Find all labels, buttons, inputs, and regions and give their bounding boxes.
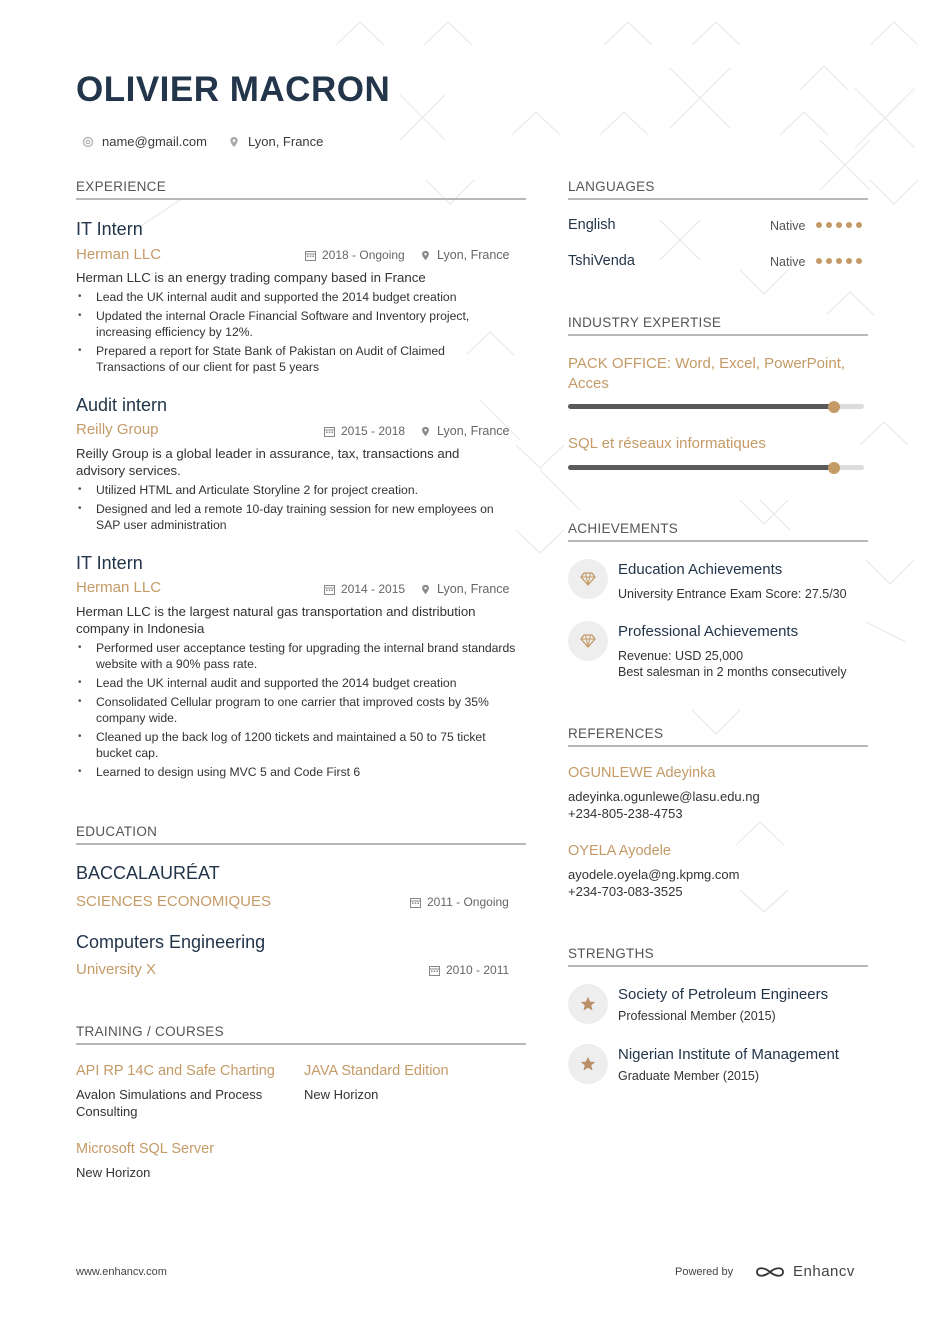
company-name: Herman LLC (76, 579, 162, 596)
achievement-title: Education Achievements (618, 561, 783, 578)
expertise-divider (568, 334, 868, 336)
location-text: Lyon, France (437, 424, 510, 438)
course-provider: New Horizon (76, 1165, 151, 1180)
job-location (420, 248, 510, 262)
enhancv-logo-icon (754, 1264, 786, 1280)
language-name: English (568, 217, 616, 233)
contact-location (228, 134, 323, 149)
rating-dot (836, 222, 842, 228)
education-dates (410, 895, 509, 909)
education-dates (429, 963, 509, 977)
brand-name: Enhancv (793, 1263, 855, 1280)
achievement-detail: Best salesman in 2 months consecutively (618, 665, 847, 679)
training-section-title: TRAINING / COURSES (76, 1024, 224, 1039)
expertise-level-knob (828, 462, 840, 474)
job-dates (324, 424, 405, 438)
expertise-name: SQL et réseaux informatiques (568, 435, 766, 452)
bullet-item: • Performed user acceptance testing for upgrading the internal brand standards website with a 90% pass rate. (76, 640, 516, 672)
strength-title: Nigerian Institute of Management (618, 1046, 839, 1063)
footer-powered-by: Powered by (675, 1266, 734, 1278)
bullet-item: • Updated the internal Oracle Financial Software and Inventory project, increasing efficiency by 12%. (76, 308, 516, 340)
expertise-level-bar (568, 465, 864, 470)
location-text: Lyon, France (437, 582, 510, 596)
location-pin-icon (420, 426, 431, 437)
expertise-level-fill (568, 404, 834, 409)
languages-divider (568, 198, 868, 200)
job-location (420, 582, 510, 596)
job-bullets (76, 640, 516, 783)
calendar-icon (410, 897, 421, 908)
reference-phone[interactable]: +234-703-083-3525 (568, 884, 683, 899)
diamond-icon (579, 632, 597, 650)
course-title: JAVA Standard Edition (304, 1063, 449, 1079)
job-description: Reilly Group is a global leader in assurance, tax, transactions and advisory services. (76, 446, 460, 478)
dates-text: 2010 - 2011 (446, 963, 510, 977)
job-title: Audit intern (76, 395, 168, 415)
strength-title: Society of Petroleum Engineers (618, 986, 829, 1003)
company-name: Herman LLC (76, 246, 162, 263)
course-title: Microsoft SQL Server (76, 1141, 215, 1157)
bullet-item: • Utilized HTML and Articulate Storyline 2 for project creation. (76, 482, 516, 498)
course-provider: Avalon Simulations and Process Consulting (76, 1087, 263, 1119)
job-description: Herman LLC is an energy trading company based in France (76, 270, 426, 285)
strength-badge (568, 1044, 608, 1084)
expertise-level-bar (568, 404, 864, 409)
rating-dot (826, 222, 832, 228)
star-icon (579, 1055, 597, 1073)
bullet-item: • Designed and led a remote 10-day training session for new employees on SAP user administration (76, 501, 516, 533)
bullet-item: • Learned to design using MVC 5 and Code First 6 (76, 764, 516, 780)
language-rating (816, 222, 862, 228)
education-divider (76, 843, 526, 845)
email-text: name@gmail.com (102, 134, 207, 149)
language-name: TshiVenda (568, 253, 635, 269)
at-icon (82, 136, 94, 148)
experience-section-title: EXPERIENCE (76, 179, 167, 194)
reference-phone[interactable]: +234-805-238-4753 (568, 806, 683, 821)
company-name: Reilly Group (76, 421, 159, 438)
rating-dot (846, 222, 852, 228)
footer-website[interactable]: www.enhancv.com (76, 1266, 167, 1278)
languages-section-title: LANGUAGES (568, 179, 655, 194)
location-text: Lyon, France (437, 248, 510, 262)
job-bullets (76, 289, 516, 378)
degree-title: BACCALAURÉAT (76, 863, 220, 883)
expertise-name: PACK OFFICE: Word, Excel, PowerPoint, Acces (568, 355, 846, 392)
job-bullets (76, 482, 516, 536)
job-dates (324, 582, 405, 596)
dates-text: 2018 - Ongoing (322, 248, 405, 262)
contact-email[interactable] (82, 134, 207, 149)
degree-title: Computers Engineering (76, 932, 266, 952)
expertise-level-knob (828, 401, 840, 413)
language-level: Native (770, 255, 806, 269)
rating-dot (836, 258, 842, 264)
dates-text: 2011 - Ongoing (427, 895, 509, 909)
rating-dot (816, 258, 822, 264)
footer-brand[interactable] (754, 1263, 855, 1280)
bullet-item: • Consolidated Cellular program to one carrier that improved costs by 35% company wide. (76, 694, 516, 726)
course-title: API RP 14C and Safe Charting (76, 1063, 275, 1079)
strengths-section-title: STRENGTHS (568, 946, 654, 961)
reference-email[interactable]: ayodele.oyela@ng.kpmg.com (568, 867, 740, 882)
calendar-icon (429, 965, 440, 976)
dates-text: 2014 - 2015 (341, 582, 406, 596)
achievement-badge (568, 559, 608, 599)
achievement-badge (568, 621, 608, 661)
bullet-item: • Cleaned up the back log of 1200 tickets and maintained a 50 to 75 ticket bucket cap. (76, 729, 516, 761)
diamond-icon (579, 570, 597, 588)
language-rating (816, 258, 862, 264)
job-location (420, 424, 510, 438)
education-section-title: EDUCATION (76, 824, 158, 839)
candidate-name: OLIVIER MACRON (76, 70, 391, 109)
language-level: Native (770, 219, 806, 233)
job-dates (305, 248, 405, 262)
achievements-divider (568, 540, 868, 542)
school-name: University X (76, 961, 157, 978)
bullet-item: • Lead the UK internal audit and supported the 2014 budget creation (76, 289, 516, 305)
job-title: IT Intern (76, 219, 143, 239)
reference-name: OYELA Ayodele (568, 843, 671, 859)
bullet-item: • Prepared a report for State Bank of Pakistan on Audit of Claimed Transactions of our client for past 5 years (76, 343, 516, 375)
calendar-icon (324, 426, 335, 437)
location-text: Lyon, France (248, 134, 324, 149)
job-title: IT Intern (76, 553, 143, 573)
expertise-section-title: INDUSTRY EXPERTISE (568, 315, 722, 330)
experience-divider (76, 198, 526, 200)
calendar-icon (324, 584, 335, 595)
achievement-detail: University Entrance Exam Score: 27.5/30 (618, 587, 847, 601)
rating-dot (846, 258, 852, 264)
calendar-icon (305, 250, 316, 261)
location-pin-icon (420, 584, 431, 595)
rating-dot (826, 258, 832, 264)
course-provider: New Horizon (304, 1087, 379, 1102)
job-description: Herman LLC is the largest natural gas transportation and distribution company in Indonesia (76, 604, 476, 636)
star-icon (579, 995, 597, 1013)
rating-dot (816, 222, 822, 228)
training-divider (76, 1043, 526, 1045)
rating-dot (856, 258, 862, 264)
bullet-item: • Lead the UK internal audit and supported the 2014 budget creation (76, 675, 516, 691)
achievements-section-title: ACHIEVEMENTS (568, 521, 679, 536)
reference-email[interactable]: adeyinka.ogunlewe@lasu.edu.ng (568, 789, 760, 804)
strength-badge (568, 984, 608, 1024)
school-name: SCIENCES ECONOMIQUES (76, 893, 272, 910)
location-pin-icon (228, 136, 240, 148)
strengths-divider (568, 965, 868, 967)
expertise-level-fill (568, 465, 834, 470)
references-divider (568, 745, 868, 747)
achievement-title: Professional Achievements (618, 623, 799, 640)
dates-text: 2015 - 2018 (341, 424, 406, 438)
location-pin-icon (420, 250, 431, 261)
achievement-detail: Revenue: USD 25,000 (618, 649, 744, 663)
references-section-title: REFERENCES (568, 726, 664, 741)
strength-subtitle: Professional Member (2015) (618, 1009, 776, 1023)
reference-name: OGUNLEWE Adeyinka (568, 765, 716, 781)
rating-dot (856, 222, 862, 228)
strength-subtitle: Graduate Member (2015) (618, 1069, 760, 1083)
